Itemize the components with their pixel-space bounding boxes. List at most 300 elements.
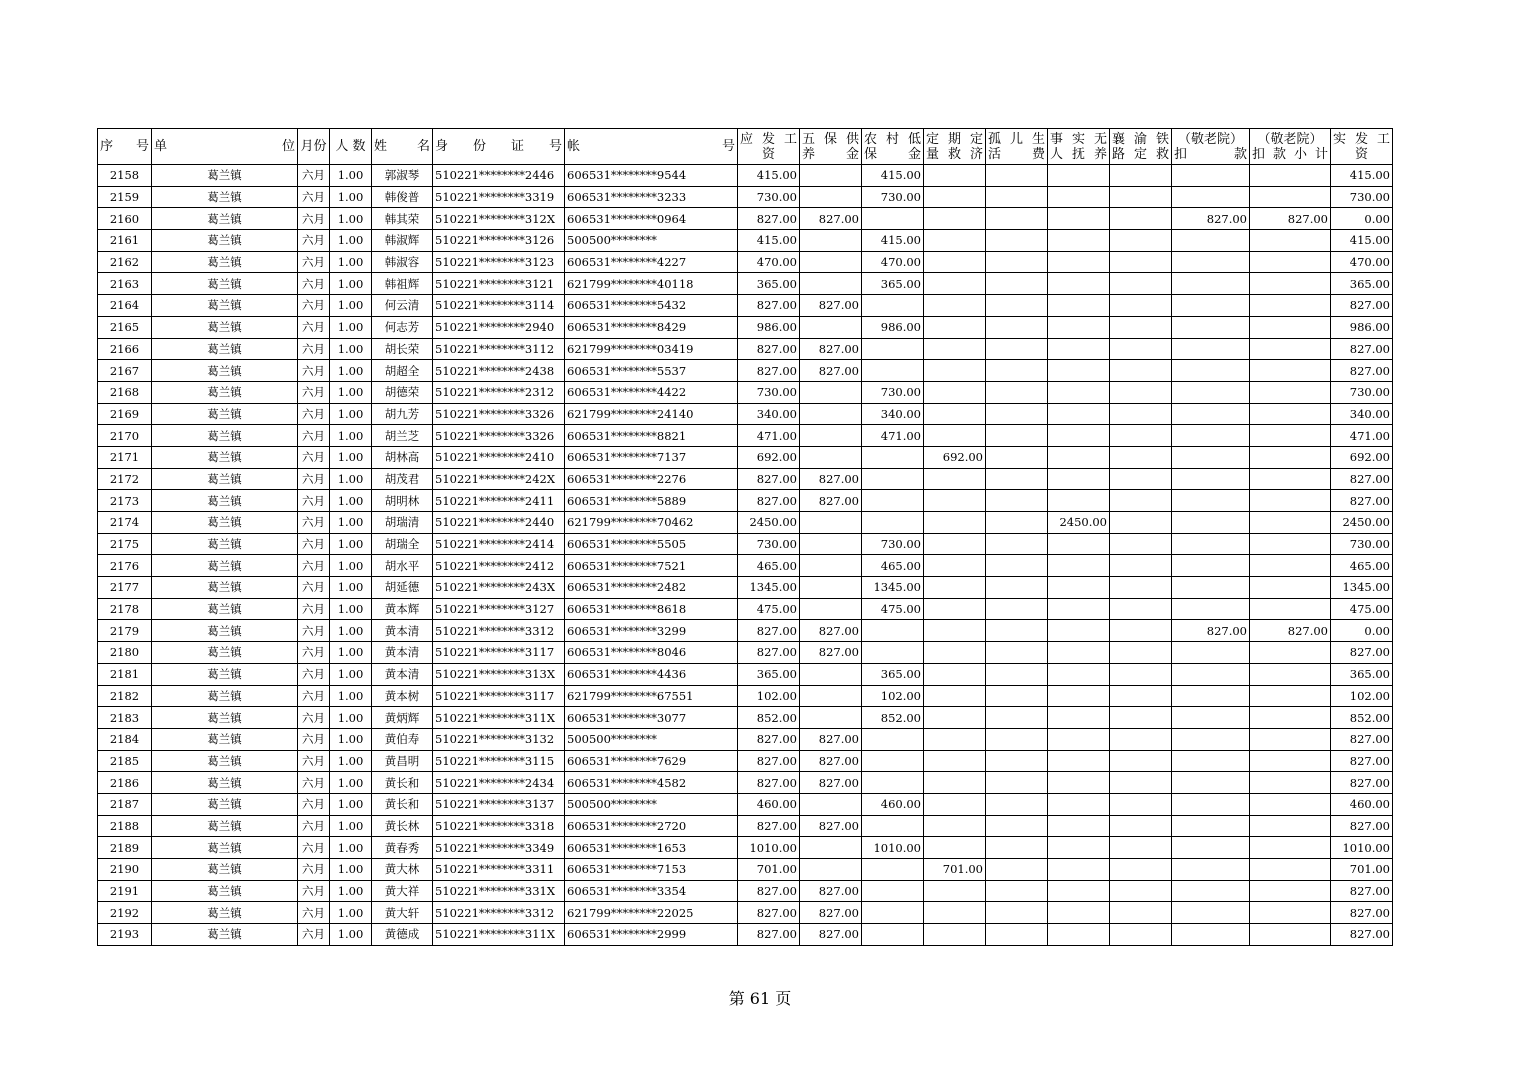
cell-wubao	[800, 685, 862, 707]
cell-wubao: 827.00	[800, 490, 862, 512]
cell-dibao: 730.00	[862, 381, 924, 403]
cell-orphan	[986, 815, 1048, 837]
cell-nursing-deduct	[1172, 251, 1250, 273]
cell-seq: 2187	[98, 793, 152, 815]
cell-wubao: 827.00	[800, 360, 862, 382]
cell-count: 1.00	[330, 316, 372, 338]
cell-xiangyu-rail	[1110, 533, 1172, 555]
cell-dibao	[862, 728, 924, 750]
cell-name: 黄长和	[372, 772, 433, 794]
cell-gross-pay: 415.00	[738, 230, 800, 252]
payroll-table	[97, 128, 1393, 946]
header-unit: 单 位	[152, 129, 298, 165]
cell-net-pay: 692.00	[1331, 446, 1393, 468]
cell-xiangyu-rail	[1110, 859, 1172, 881]
cell-seq: 2186	[98, 772, 152, 794]
cell-month: 六月	[298, 230, 330, 252]
cell-count: 1.00	[330, 577, 372, 599]
cell-id-no: 510221********2411	[433, 490, 565, 512]
header-gross-pay: 应 发 工 资	[738, 129, 800, 165]
cell-count: 1.00	[330, 446, 372, 468]
cell-month: 六月	[298, 316, 330, 338]
cell-gross-pay: 365.00	[738, 273, 800, 295]
cell-id-no: 510221********243X	[433, 577, 565, 599]
cell-account: 606531********4227	[565, 251, 738, 273]
cell-gross-pay: 827.00	[738, 750, 800, 772]
cell-id-no: 510221********3312	[433, 902, 565, 924]
cell-gross-pay: 730.00	[738, 533, 800, 555]
table-row	[98, 707, 1393, 729]
table-row	[98, 859, 1393, 881]
cell-name: 黄大轩	[372, 902, 433, 924]
cell-nursing-subtotal	[1250, 338, 1331, 360]
cell-net-pay: 827.00	[1331, 295, 1393, 317]
cell-gross-pay: 852.00	[738, 707, 800, 729]
cell-fixed-relief	[924, 403, 986, 425]
cell-wubao: 827.00	[800, 772, 862, 794]
cell-count: 1.00	[330, 251, 372, 273]
cell-name: 韩其荣	[372, 208, 433, 230]
cell-id-no: 510221********2446	[433, 165, 565, 187]
cell-month: 六月	[298, 165, 330, 187]
cell-nursing-deduct	[1172, 837, 1250, 859]
cell-seq: 2184	[98, 728, 152, 750]
cell-account: 606531********5505	[565, 533, 738, 555]
cell-nursing-subtotal	[1250, 273, 1331, 295]
table-row	[98, 490, 1393, 512]
cell-net-pay: 827.00	[1331, 338, 1393, 360]
cell-dibao	[862, 859, 924, 881]
cell-xiangyu-rail	[1110, 165, 1172, 187]
cell-id-no: 510221********3349	[433, 837, 565, 859]
cell-count: 1.00	[330, 468, 372, 490]
cell-net-pay: 827.00	[1331, 880, 1393, 902]
cell-id-no: 510221********313X	[433, 663, 565, 685]
cell-wubao	[800, 186, 862, 208]
cell-nursing-subtotal	[1250, 902, 1331, 924]
cell-nursing-subtotal	[1250, 533, 1331, 555]
table-row	[98, 663, 1393, 685]
cell-month: 六月	[298, 772, 330, 794]
cell-seq: 2165	[98, 316, 152, 338]
cell-unit: 葛兰镇	[152, 577, 298, 599]
table-row	[98, 685, 1393, 707]
cell-seq: 2182	[98, 685, 152, 707]
cell-dibao: 986.00	[862, 316, 924, 338]
cell-xiangyu-rail	[1110, 381, 1172, 403]
cell-id-no: 510221********2312	[433, 381, 565, 403]
table-row	[98, 381, 1393, 403]
cell-unit: 葛兰镇	[152, 251, 298, 273]
cell-dibao: 475.00	[862, 598, 924, 620]
cell-xiangyu-rail	[1110, 707, 1172, 729]
cell-gross-pay: 827.00	[738, 338, 800, 360]
cell-fixed-relief	[924, 620, 986, 642]
cell-account: 606531********5889	[565, 490, 738, 512]
cell-id-no: 510221********3312	[433, 620, 565, 642]
cell-month: 六月	[298, 490, 330, 512]
table-row	[98, 338, 1393, 360]
cell-fact-orphan: 2450.00	[1048, 512, 1110, 534]
cell-month: 六月	[298, 446, 330, 468]
cell-wubao: 827.00	[800, 338, 862, 360]
cell-gross-pay: 1010.00	[738, 837, 800, 859]
cell-account: 606531********7153	[565, 859, 738, 881]
cell-nursing-deduct	[1172, 316, 1250, 338]
cell-net-pay: 0.00	[1331, 620, 1393, 642]
cell-xiangyu-rail	[1110, 815, 1172, 837]
cell-fixed-relief	[924, 316, 986, 338]
cell-unit: 葛兰镇	[152, 338, 298, 360]
cell-fixed-relief	[924, 186, 986, 208]
table-body	[98, 165, 1393, 946]
cell-account: 621799********03419	[565, 338, 738, 360]
cell-gross-pay: 730.00	[738, 186, 800, 208]
cell-orphan	[986, 577, 1048, 599]
cell-dibao	[862, 815, 924, 837]
cell-dibao: 415.00	[862, 230, 924, 252]
cell-fixed-relief	[924, 295, 986, 317]
cell-unit: 葛兰镇	[152, 642, 298, 664]
cell-count: 1.00	[330, 793, 372, 815]
cell-id-no: 510221********242X	[433, 468, 565, 490]
cell-wubao	[800, 837, 862, 859]
table-row	[98, 620, 1393, 642]
cell-count: 1.00	[330, 425, 372, 447]
cell-gross-pay: 827.00	[738, 208, 800, 230]
cell-count: 1.00	[330, 338, 372, 360]
cell-name: 黄伯寿	[372, 728, 433, 750]
cell-seq: 2188	[98, 815, 152, 837]
cell-net-pay: 827.00	[1331, 902, 1393, 924]
cell-count: 1.00	[330, 772, 372, 794]
cell-fact-orphan	[1048, 468, 1110, 490]
cell-wubao: 827.00	[800, 620, 862, 642]
cell-nursing-subtotal	[1250, 251, 1331, 273]
cell-account: 621799********24140	[565, 403, 738, 425]
cell-month: 六月	[298, 598, 330, 620]
table-row	[98, 880, 1393, 902]
cell-count: 1.00	[330, 381, 372, 403]
cell-nursing-deduct	[1172, 598, 1250, 620]
cell-dibao	[862, 772, 924, 794]
cell-orphan	[986, 620, 1048, 642]
cell-wubao	[800, 273, 862, 295]
cell-nursing-subtotal	[1250, 685, 1331, 707]
cell-nursing-subtotal	[1250, 360, 1331, 382]
cell-count: 1.00	[330, 902, 372, 924]
cell-xiangyu-rail	[1110, 186, 1172, 208]
table-row	[98, 403, 1393, 425]
cell-month: 六月	[298, 663, 330, 685]
cell-fact-orphan	[1048, 793, 1110, 815]
cell-wubao	[800, 512, 862, 534]
cell-wubao	[800, 555, 862, 577]
header-xiangyu-rail: 襄 渝 铁 路 定 救	[1110, 129, 1172, 165]
cell-account: 606531********8046	[565, 642, 738, 664]
table-row	[98, 837, 1393, 859]
table-row	[98, 642, 1393, 664]
cell-xiangyu-rail	[1110, 598, 1172, 620]
header-orphan: 孤 儿 生 活 费	[986, 129, 1048, 165]
cell-net-pay: 827.00	[1331, 728, 1393, 750]
cell-name: 黄本清	[372, 620, 433, 642]
cell-wubao: 827.00	[800, 880, 862, 902]
table-row	[98, 165, 1393, 187]
cell-unit: 葛兰镇	[152, 425, 298, 447]
cell-seq: 2169	[98, 403, 152, 425]
cell-net-pay: 2450.00	[1331, 512, 1393, 534]
cell-orphan	[986, 316, 1048, 338]
cell-gross-pay: 340.00	[738, 403, 800, 425]
cell-fact-orphan	[1048, 446, 1110, 468]
cell-nursing-deduct	[1172, 186, 1250, 208]
cell-fact-orphan	[1048, 316, 1110, 338]
cell-nursing-deduct	[1172, 165, 1250, 187]
cell-net-pay: 365.00	[1331, 663, 1393, 685]
cell-id-no: 510221********3126	[433, 230, 565, 252]
cell-nursing-subtotal	[1250, 859, 1331, 881]
cell-name: 黄长林	[372, 815, 433, 837]
cell-count: 1.00	[330, 230, 372, 252]
table-row	[98, 208, 1393, 230]
cell-month: 六月	[298, 273, 330, 295]
cell-fact-orphan	[1048, 555, 1110, 577]
cell-seq: 2176	[98, 555, 152, 577]
cell-gross-pay: 827.00	[738, 490, 800, 512]
header-row	[98, 129, 1393, 165]
cell-nursing-subtotal	[1250, 381, 1331, 403]
cell-unit: 葛兰镇	[152, 750, 298, 772]
cell-count: 1.00	[330, 555, 372, 577]
cell-net-pay: 365.00	[1331, 273, 1393, 295]
cell-orphan	[986, 338, 1048, 360]
cell-nursing-deduct	[1172, 728, 1250, 750]
cell-fact-orphan	[1048, 728, 1110, 750]
cell-unit: 葛兰镇	[152, 772, 298, 794]
cell-month: 六月	[298, 360, 330, 382]
cell-seq: 2177	[98, 577, 152, 599]
cell-fixed-relief	[924, 512, 986, 534]
cell-seq: 2189	[98, 837, 152, 859]
cell-wubao	[800, 425, 862, 447]
cell-gross-pay: 827.00	[738, 815, 800, 837]
cell-month: 六月	[298, 750, 330, 772]
cell-month: 六月	[298, 902, 330, 924]
cell-month: 六月	[298, 208, 330, 230]
cell-xiangyu-rail	[1110, 338, 1172, 360]
cell-fixed-relief	[924, 663, 986, 685]
cell-month: 六月	[298, 533, 330, 555]
cell-nursing-deduct	[1172, 772, 1250, 794]
cell-nursing-subtotal	[1250, 772, 1331, 794]
cell-fact-orphan	[1048, 533, 1110, 555]
table-row	[98, 924, 1393, 946]
cell-nursing-subtotal	[1250, 316, 1331, 338]
cell-month: 六月	[298, 642, 330, 664]
cell-orphan	[986, 295, 1048, 317]
cell-orphan	[986, 598, 1048, 620]
cell-gross-pay: 827.00	[738, 924, 800, 946]
cell-account: 606531********2720	[565, 815, 738, 837]
cell-fact-orphan	[1048, 642, 1110, 664]
cell-count: 1.00	[330, 273, 372, 295]
cell-account: 621799********22025	[565, 902, 738, 924]
cell-unit: 葛兰镇	[152, 555, 298, 577]
cell-name: 黄本辉	[372, 598, 433, 620]
cell-nursing-deduct	[1172, 902, 1250, 924]
cell-account: 606531********1653	[565, 837, 738, 859]
cell-wubao	[800, 316, 862, 338]
cell-gross-pay: 827.00	[738, 728, 800, 750]
cell-fixed-relief	[924, 251, 986, 273]
cell-id-no: 510221********2940	[433, 316, 565, 338]
cell-name: 黄德成	[372, 924, 433, 946]
cell-orphan	[986, 924, 1048, 946]
cell-orphan	[986, 446, 1048, 468]
cell-name: 韩淑辉	[372, 230, 433, 252]
cell-month: 六月	[298, 837, 330, 859]
cell-month: 六月	[298, 425, 330, 447]
cell-fixed-relief	[924, 468, 986, 490]
cell-fact-orphan	[1048, 880, 1110, 902]
cell-gross-pay: 465.00	[738, 555, 800, 577]
cell-count: 1.00	[330, 859, 372, 881]
cell-nursing-subtotal	[1250, 728, 1331, 750]
cell-net-pay: 701.00	[1331, 859, 1393, 881]
cell-month: 六月	[298, 186, 330, 208]
header-name: 姓 名	[372, 129, 433, 165]
cell-wubao: 827.00	[800, 728, 862, 750]
cell-name: 韩淑容	[372, 251, 433, 273]
cell-dibao	[862, 360, 924, 382]
cell-nursing-deduct	[1172, 338, 1250, 360]
cell-id-no: 510221********2440	[433, 512, 565, 534]
cell-xiangyu-rail	[1110, 924, 1172, 946]
cell-wubao	[800, 251, 862, 273]
cell-seq: 2190	[98, 859, 152, 881]
cell-fact-orphan	[1048, 924, 1110, 946]
cell-month: 六月	[298, 577, 330, 599]
cell-id-no: 510221********3127	[433, 598, 565, 620]
header-wubao: 五 保 供 养 金	[800, 129, 862, 165]
cell-wubao	[800, 446, 862, 468]
cell-net-pay: 471.00	[1331, 425, 1393, 447]
cell-orphan	[986, 425, 1048, 447]
cell-nursing-deduct	[1172, 663, 1250, 685]
cell-fact-orphan	[1048, 230, 1110, 252]
cell-wubao: 827.00	[800, 924, 862, 946]
cell-name: 胡超全	[372, 360, 433, 382]
cell-dibao: 102.00	[862, 685, 924, 707]
cell-month: 六月	[298, 295, 330, 317]
cell-dibao	[862, 924, 924, 946]
cell-seq: 2159	[98, 186, 152, 208]
cell-xiangyu-rail	[1110, 512, 1172, 534]
cell-id-no: 510221********2410	[433, 446, 565, 468]
cell-nursing-subtotal	[1250, 663, 1331, 685]
cell-fact-orphan	[1048, 750, 1110, 772]
cell-net-pay: 730.00	[1331, 533, 1393, 555]
cell-count: 1.00	[330, 403, 372, 425]
cell-fixed-relief	[924, 707, 986, 729]
cell-name: 胡瑞全	[372, 533, 433, 555]
cell-fixed-relief	[924, 793, 986, 815]
cell-fact-orphan	[1048, 165, 1110, 187]
cell-dibao: 730.00	[862, 533, 924, 555]
cell-unit: 葛兰镇	[152, 880, 298, 902]
cell-dibao: 470.00	[862, 251, 924, 273]
cell-account: 606531********4582	[565, 772, 738, 794]
cell-net-pay: 1345.00	[1331, 577, 1393, 599]
cell-xiangyu-rail	[1110, 902, 1172, 924]
cell-orphan	[986, 403, 1048, 425]
cell-fixed-relief: 701.00	[924, 859, 986, 881]
cell-name: 郭淑琴	[372, 165, 433, 187]
cell-fact-orphan	[1048, 707, 1110, 729]
cell-nursing-deduct	[1172, 273, 1250, 295]
cell-nursing-deduct	[1172, 533, 1250, 555]
cell-account: 606531********3077	[565, 707, 738, 729]
cell-wubao	[800, 793, 862, 815]
cell-xiangyu-rail	[1110, 685, 1172, 707]
cell-wubao	[800, 577, 862, 599]
cell-name: 胡长荣	[372, 338, 433, 360]
cell-nursing-subtotal	[1250, 425, 1331, 447]
table-row	[98, 251, 1393, 273]
cell-dibao	[862, 295, 924, 317]
cell-account: 606531********3354	[565, 880, 738, 902]
cell-id-no: 510221********311X	[433, 707, 565, 729]
cell-seq: 2174	[98, 512, 152, 534]
cell-name: 何志芳	[372, 316, 433, 338]
table-row	[98, 750, 1393, 772]
cell-nursing-deduct	[1172, 750, 1250, 772]
cell-xiangyu-rail	[1110, 837, 1172, 859]
cell-fixed-relief	[924, 338, 986, 360]
cell-seq: 2178	[98, 598, 152, 620]
cell-wubao	[800, 707, 862, 729]
cell-wubao	[800, 381, 862, 403]
cell-count: 1.00	[330, 815, 372, 837]
cell-nursing-subtotal	[1250, 490, 1331, 512]
cell-nursing-subtotal	[1250, 815, 1331, 837]
cell-dibao	[862, 880, 924, 902]
cell-net-pay: 827.00	[1331, 490, 1393, 512]
table-row	[98, 446, 1393, 468]
cell-dibao	[862, 446, 924, 468]
table-row	[98, 902, 1393, 924]
cell-net-pay: 415.00	[1331, 165, 1393, 187]
cell-seq: 2191	[98, 880, 152, 902]
cell-nursing-subtotal	[1250, 512, 1331, 534]
cell-unit: 葛兰镇	[152, 316, 298, 338]
cell-orphan	[986, 880, 1048, 902]
header-nursing-subtotal: （敬老院） 扣 款 小 计	[1250, 129, 1331, 165]
cell-gross-pay: 827.00	[738, 620, 800, 642]
cell-seq: 2170	[98, 425, 152, 447]
cell-nursing-subtotal: 827.00	[1250, 620, 1331, 642]
cell-fixed-relief	[924, 208, 986, 230]
cell-seq: 2179	[98, 620, 152, 642]
cell-count: 1.00	[330, 186, 372, 208]
cell-wubao: 827.00	[800, 642, 862, 664]
cell-month: 六月	[298, 512, 330, 534]
cell-name: 黄本树	[372, 685, 433, 707]
cell-gross-pay: 827.00	[738, 642, 800, 664]
cell-month: 六月	[298, 793, 330, 815]
cell-id-no: 510221********3311	[433, 859, 565, 881]
